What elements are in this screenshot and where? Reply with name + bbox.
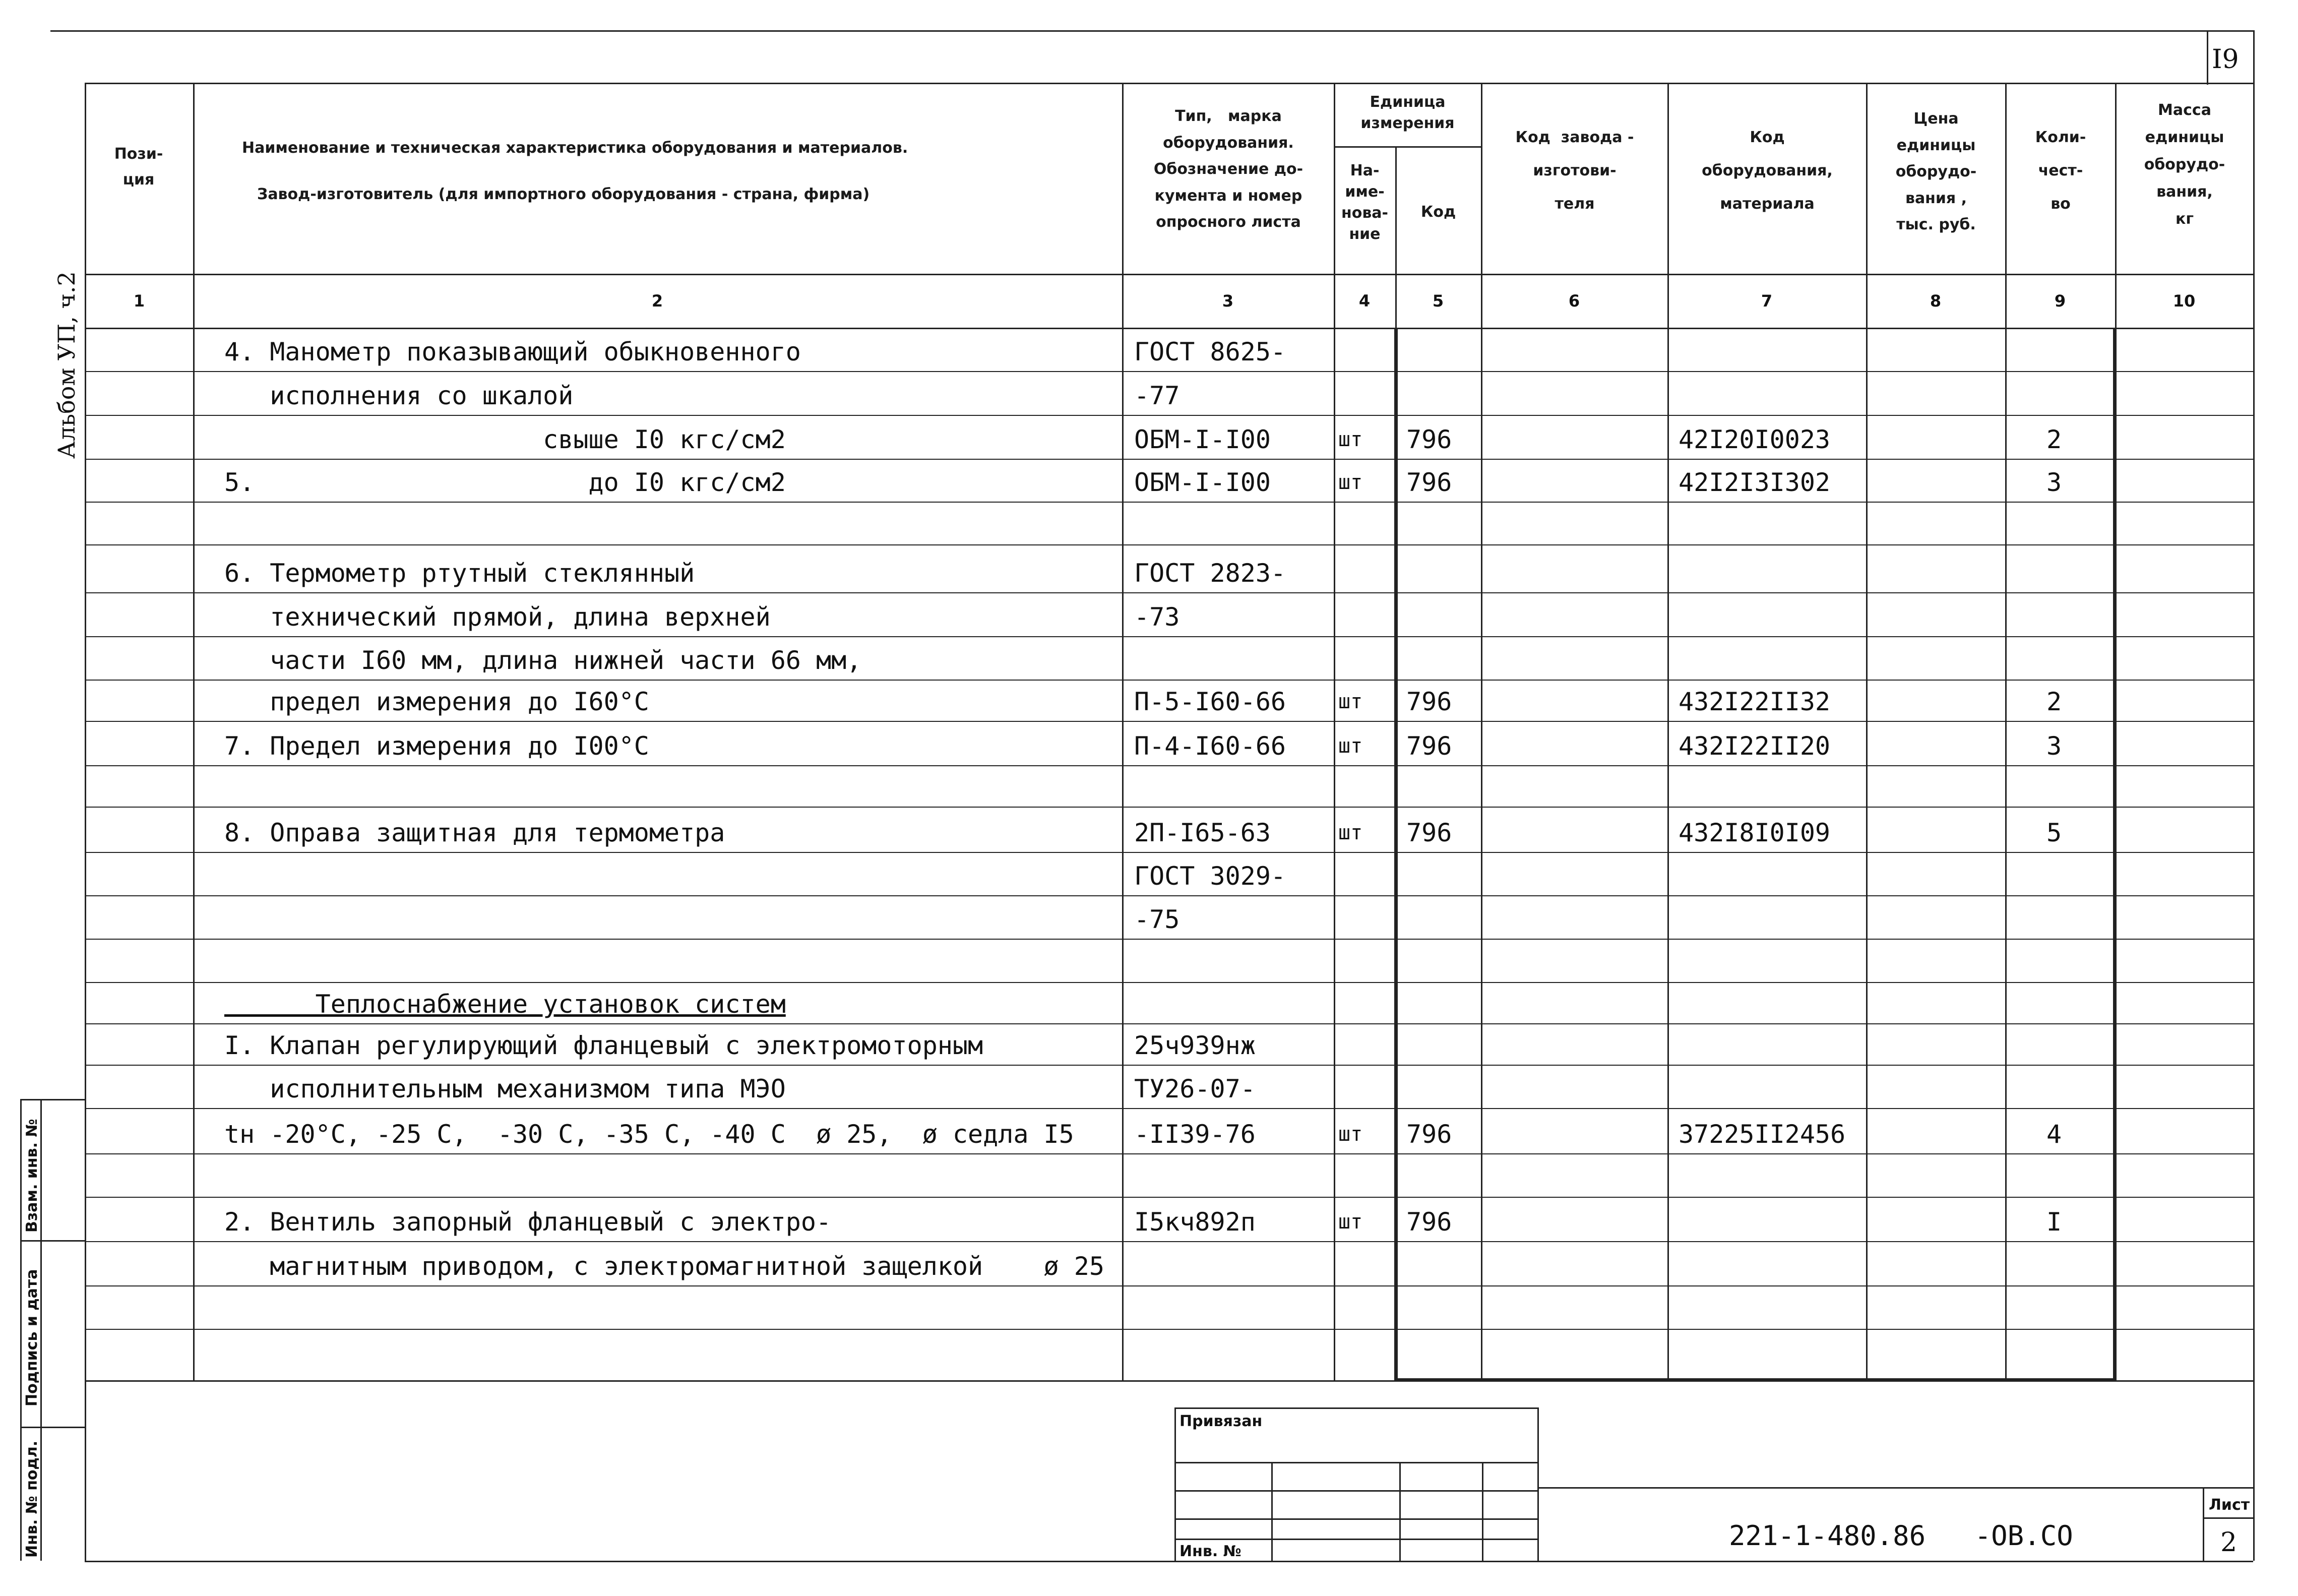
table-cell-c3: П-4-I60-66	[1134, 731, 1286, 761]
table-cell-c9: 2	[2046, 687, 2062, 716]
row-separator	[85, 680, 2253, 681]
list-box-left	[2203, 1487, 2204, 1561]
strip-div1	[20, 1240, 85, 1242]
strip-div2	[20, 1427, 85, 1428]
page-number-box-left	[2207, 30, 2208, 85]
table-right	[2253, 83, 2255, 1561]
stamp-left	[1174, 1407, 1176, 1561]
table-cell-c7: 42I2I3I302	[1679, 468, 1831, 497]
row-separator	[85, 939, 2253, 940]
table-cell-c4: шт	[1338, 734, 1363, 758]
header-col3: Тип, марка оборудования. Обозначение до- кумента и номер опросного листа	[1153, 107, 1303, 231]
row-separator	[85, 636, 2253, 637]
table-cell-c2: технический прямой, длина верхней	[224, 602, 771, 632]
table-cell-c2: предел измерения до I60°С	[224, 687, 649, 716]
table-cell-c5: 796	[1406, 687, 1452, 716]
strip-left	[20, 1099, 22, 1561]
table-left	[85, 83, 86, 1561]
table-cell-c3: -73	[1134, 602, 1180, 632]
table-cell-c9: 3	[2046, 731, 2062, 761]
colnum-10: 10	[2172, 291, 2196, 311]
colnum-2: 2	[651, 291, 663, 311]
header-col6: Код завода - изготови- теля	[1515, 129, 1634, 213]
table-cell-c7: 42I20I0023	[1679, 425, 1831, 454]
table-cell-c3: ГОСТ 2823-	[1134, 559, 1286, 588]
table-cell-c4: шт	[1338, 821, 1363, 844]
header-col2-line1: Наименование и техническая характеристика оборудования и материалов.	[242, 139, 908, 157]
col-line-8	[2005, 83, 2007, 1380]
table-cell-c2: исполнения со шкалой	[224, 381, 574, 410]
table-cell-c5: 796	[1406, 818, 1452, 847]
header-col8: Цена единицы оборудо- вания , тыс. руб.	[1895, 110, 1977, 233]
table-cell-c2: Теплоснабжение установок систем	[224, 990, 786, 1019]
col-line-3	[1334, 83, 1335, 1380]
row-separator	[85, 544, 2253, 545]
table-cell-c3: -II39-76	[1134, 1120, 1256, 1149]
row-separator	[85, 982, 2253, 983]
row-separator	[85, 895, 2253, 896]
table-cell-c9: I	[2046, 1207, 2062, 1237]
row-separator	[85, 459, 2253, 460]
header-col7: Код оборудования, материала	[1702, 129, 1833, 213]
table-cell-c2: 8. Оправа защитная для термометра	[224, 818, 725, 847]
colnum-1: 1	[133, 291, 145, 311]
row-separator	[85, 1241, 2253, 1242]
table-cell-c5: 796	[1406, 1207, 1452, 1237]
stamp-right	[1537, 1407, 1539, 1561]
colnum-5: 5	[1432, 291, 1444, 311]
col-line-5	[1481, 83, 1482, 1380]
table-cell-c2: магнитным приводом, с электромагнитной защелкой ø 25	[224, 1252, 1104, 1281]
table-cell-c2: 2. Вентиль запорный фланцевый с электро-	[224, 1207, 832, 1237]
row-separator	[85, 1023, 2253, 1024]
stamp-col2	[1399, 1462, 1401, 1561]
colnum-6: 6	[1568, 291, 1580, 311]
row-separator	[85, 721, 2253, 722]
table-cell-c5: 796	[1406, 731, 1452, 761]
side-inv-podl: Инв. № подл.	[23, 1440, 41, 1558]
stamp-col3	[1482, 1462, 1483, 1561]
table-bottom	[85, 1561, 2253, 1562]
table-cell-c3: -75	[1134, 905, 1180, 934]
header-bottom	[85, 274, 2253, 275]
table-cell-c9: 2	[2046, 425, 2062, 454]
row-separator	[85, 852, 2253, 853]
table-cell-c5: 796	[1406, 1120, 1452, 1149]
side-podpis: Подпись и дата	[23, 1269, 41, 1406]
table-top	[85, 83, 2253, 84]
colnum-7: 7	[1761, 291, 1773, 311]
table-cell-c3: ОБМ-I-I00	[1134, 425, 1271, 454]
row-separator	[85, 1108, 2253, 1109]
colnum-bottom	[85, 328, 2253, 329]
table-cell-c3: П-5-I60-66	[1134, 687, 1286, 716]
body-bottom	[85, 1380, 2253, 1382]
table-cell-c2: части I60 мм, длина нижней части 66 мм,	[224, 646, 862, 675]
table-cell-c5: 796	[1406, 468, 1452, 497]
table-cell-c3: -77	[1134, 381, 1180, 410]
header-col2-line2: Завод-изготовитель (для импортного оборудования - страна, фирма)	[257, 186, 870, 203]
table-cell-c4: шт	[1338, 1210, 1363, 1234]
table-cell-c2: 5. до I0 кгс/см2	[224, 468, 786, 497]
header-col1: Пози- ция	[114, 145, 163, 189]
table-cell-c9: 4	[2046, 1120, 2062, 1149]
table-cell-c3: 2П-I65-63	[1134, 818, 1271, 847]
code-block-top	[1537, 1487, 2253, 1489]
header-col45: Единица измерения	[1360, 93, 1455, 132]
table-cell-c9: 3	[2046, 468, 2062, 497]
row-separator	[85, 1153, 2253, 1154]
colnum-4: 4	[1358, 291, 1371, 311]
stamp-col1	[1271, 1462, 1273, 1561]
document-code: 221-1-480.86 -ОВ.СО	[1729, 1520, 2073, 1552]
thick-left	[1394, 328, 1398, 1381]
album-label: Альбом УП, ч.2	[53, 271, 80, 459]
stamp-top	[1174, 1407, 1537, 1409]
col-line-6	[1667, 83, 1669, 1380]
row-separator	[85, 1329, 2253, 1330]
table-cell-c2: 6. Термометр ртутный стеклянный	[224, 559, 695, 588]
header-col10: Масса единицы оборудо- вания, кг	[2144, 101, 2225, 228]
table-cell-c2: исполнительным механизмом типа МЭО	[224, 1074, 786, 1103]
page-number: I9	[2212, 44, 2239, 75]
table-cell-c3: ГОСТ 8625-	[1134, 337, 1286, 366]
table-cell-c9: 5	[2046, 818, 2062, 847]
row-separator	[85, 1285, 2253, 1286]
thick-right	[2113, 328, 2117, 1381]
table-cell-c7: 432I8I0I09	[1679, 818, 1831, 847]
table-cell-c3: ТУ26-07-	[1134, 1074, 1256, 1103]
row-separator	[85, 765, 2253, 766]
colnum-9: 9	[2054, 291, 2066, 311]
stamp-privyazan: Привязан	[1179, 1413, 1263, 1430]
row-separator	[85, 371, 2253, 372]
row-separator	[85, 415, 2253, 416]
table-cell-c2: 4. Манометр показывающий обыкновенного	[224, 337, 801, 366]
header-col5: Код	[1420, 203, 1456, 221]
list-number: 2	[2220, 1527, 2238, 1558]
row-separator	[85, 1065, 2253, 1066]
table-cell-c4: шт	[1338, 428, 1363, 451]
col-line-7	[1866, 83, 1868, 1380]
colnum-3: 3	[1222, 291, 1234, 311]
row-separator	[85, 592, 2253, 593]
unit-subheader-line	[1334, 146, 1481, 148]
header-col9: Коли- чест- во	[2035, 129, 2086, 213]
table-cell-c4: шт	[1338, 471, 1363, 494]
col-line-2	[1122, 83, 1124, 1380]
row-separator	[85, 807, 2253, 808]
header-col4: На- име- нова- ние	[1341, 162, 1389, 243]
list-box-mid	[2203, 1517, 2253, 1519]
col-line-1	[193, 83, 195, 1380]
list-label: Лист	[2209, 1496, 2250, 1514]
table-cell-c7: 432I22II32	[1679, 687, 1831, 716]
side-vzam: Взам. инв. №	[23, 1119, 41, 1233]
colnum-8: 8	[1930, 291, 1942, 311]
page-number-box-right	[2253, 30, 2255, 85]
table-cell-c2: 7. Предел измерения до I00°С	[224, 731, 649, 761]
table-cell-c3: 25ч939нж	[1134, 1031, 1256, 1060]
table-cell-c2: свыше I0 кгс/см2	[224, 425, 786, 454]
table-cell-c3: I5кч892п	[1134, 1207, 1256, 1237]
table-cell-c2: tн -20°С, -25 С, -30 С, -35 С, -40 С ø 25, ø седла I5	[224, 1120, 1074, 1149]
row-separator	[85, 502, 2253, 503]
table-cell-c7: 37225II2456	[1679, 1120, 1846, 1149]
table-cell-c4: шт	[1338, 690, 1363, 713]
table-cell-c5: 796	[1406, 425, 1452, 454]
table-cell-c7: 432I22II20	[1679, 731, 1831, 761]
strip-top	[20, 1099, 85, 1100]
top-frame-line	[50, 30, 2253, 32]
table-cell-c4: шт	[1338, 1123, 1363, 1146]
row-separator	[85, 1197, 2253, 1198]
table-cell-c2: I. Клапан регулирующий фланцевый с электромоторным	[224, 1031, 983, 1060]
stamp-inv: Инв. №	[1179, 1543, 1241, 1560]
table-cell-c3: ГОСТ 3029-	[1134, 862, 1286, 891]
table-cell-c3: ОБМ-I-I00	[1134, 468, 1271, 497]
